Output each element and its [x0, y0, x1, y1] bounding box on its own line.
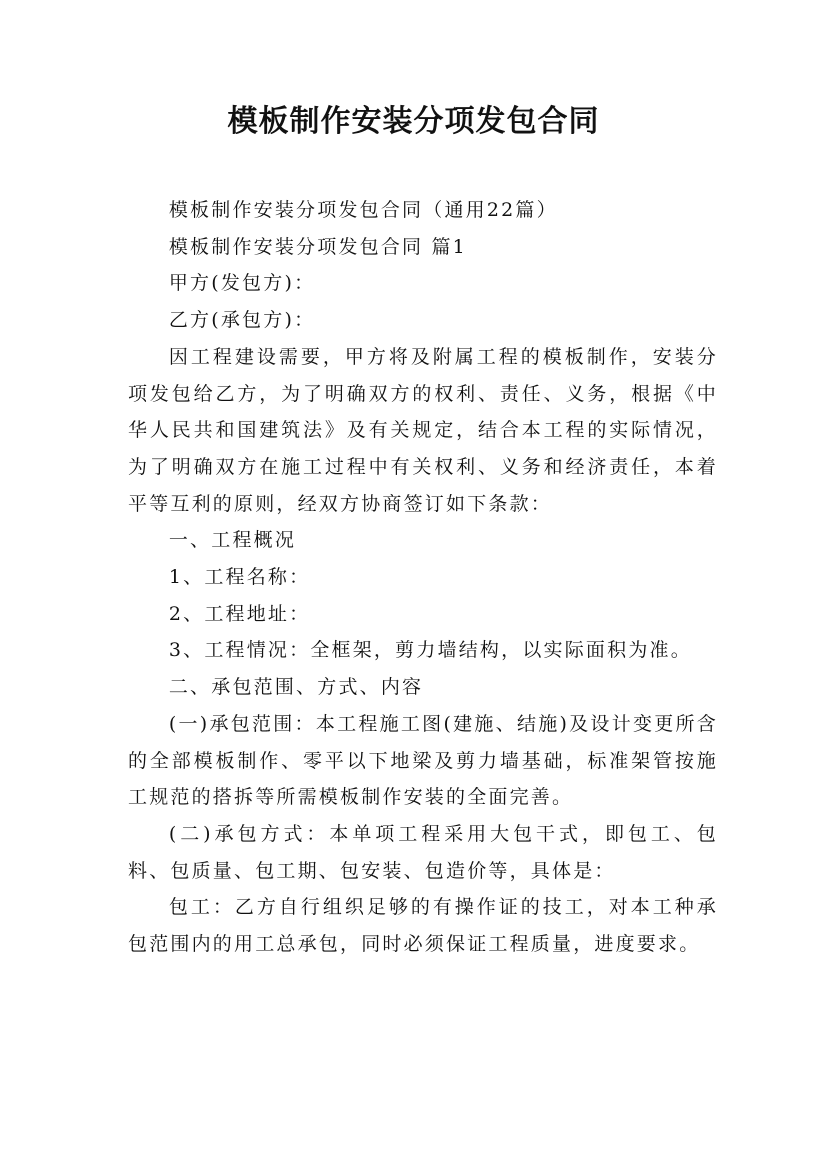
paragraph-subtitle: 模板制作安装分项发包合同（通用22篇） [168, 199, 558, 221]
document-title: 模板制作安装分项发包合同 [227, 104, 600, 139]
paragraph-method: (二)承包方式：本单项工程采用大包干式，即包工、包料、包质量、包工期、包安装、包造价等，具体是： [128, 822, 718, 882]
document-body [128, 192, 718, 963]
paragraph-party-b: 乙方(承包方)： [168, 309, 316, 332]
paragraph-project-name: 1、工程名称： [168, 566, 311, 589]
paragraph-chapter-heading: 模板制作安装分项发包合同 篇1 [168, 235, 467, 258]
paragraph-section-1-heading: 一、工程概况 [168, 529, 297, 552]
paragraph-project-address: 2、工程地址： [168, 602, 311, 625]
paragraph-preamble: 因工程建设需要，甲方将及附属工程的模板制作，安装分项发包给乙方，为了明确双方的权利、责任、义务，根据《中华人民共和国建筑法》及有关规定，结合本工程的实际情况，为了明确双方在施工过程中有关权利、义务和经济责任，本着平等互利的原则，经双方协商签订如下条款： [128, 345, 718, 515]
paragraph-labor: 包工：乙方自行组织足够的有操作证的技工，对本工种承包范围内的用工总承包，同时必须保证工程质量，进度要求。 [128, 896, 718, 956]
paragraph-party-a: 甲方(发包方)： [168, 272, 316, 295]
paragraph-section-2-heading: 二、承包范围、方式、内容 [168, 676, 424, 699]
paragraph-scope: (一)承包范围：本工程施工图(建施、结施)及设计变更所含的全部模板制作、零平以下地梁及剪力墙基础，标准架管按施工规范的搭拆等所需模板制作安装的全面完善。 [128, 712, 718, 809]
paragraph-project-situation: 3、工程情况：全框架，剪力墙结构，以实际面积为准。 [168, 639, 692, 662]
